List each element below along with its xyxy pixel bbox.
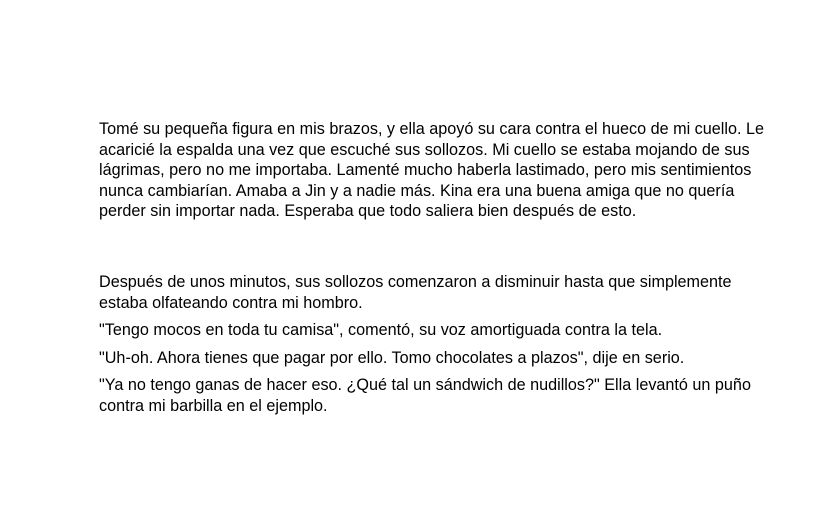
text-section-1 xyxy=(99,119,779,222)
text-section-2 xyxy=(99,272,779,423)
paragraph-4: "Uh-oh. Ahora tienes que pagar por ello. Tomo chocolates a plazos", dije en serio. xyxy=(99,348,685,367)
paragraph-2: Después de unos minutos, sus sollozos comenzaron a disminuir hasta que simplemente estaba olfateando contra mi hombro. xyxy=(99,273,732,312)
paragraph-5: "Ya no tengo ganas de hacer eso. ¿Qué tal un sándwich de nudillos?" Ella levantó un puño contra mi barbilla en el ejemplo. xyxy=(99,376,751,415)
paragraph-3: "Tengo mocos en toda tu camisa", comentó, su voz amortiguada contra la tela. xyxy=(99,321,663,339)
paragraph-1: Tomé su pequeña figura en mis brazos, y ella apoyó su cara contra el hueco de mi cuello. Le acaricié la espalda una vez que escuché sus sollozos. Mi cuello se estaba mojando de sus lágrimas, pero no me importaba. Lamenté mucho haberla lastimado, pero mis sentimientos nunca cambiarían. Amaba a Jin y a nadie más. Kina era una buena amiga que no quería perder sin importar nada. Esperaba que todo saliera bien después de esto. xyxy=(99,120,764,220)
